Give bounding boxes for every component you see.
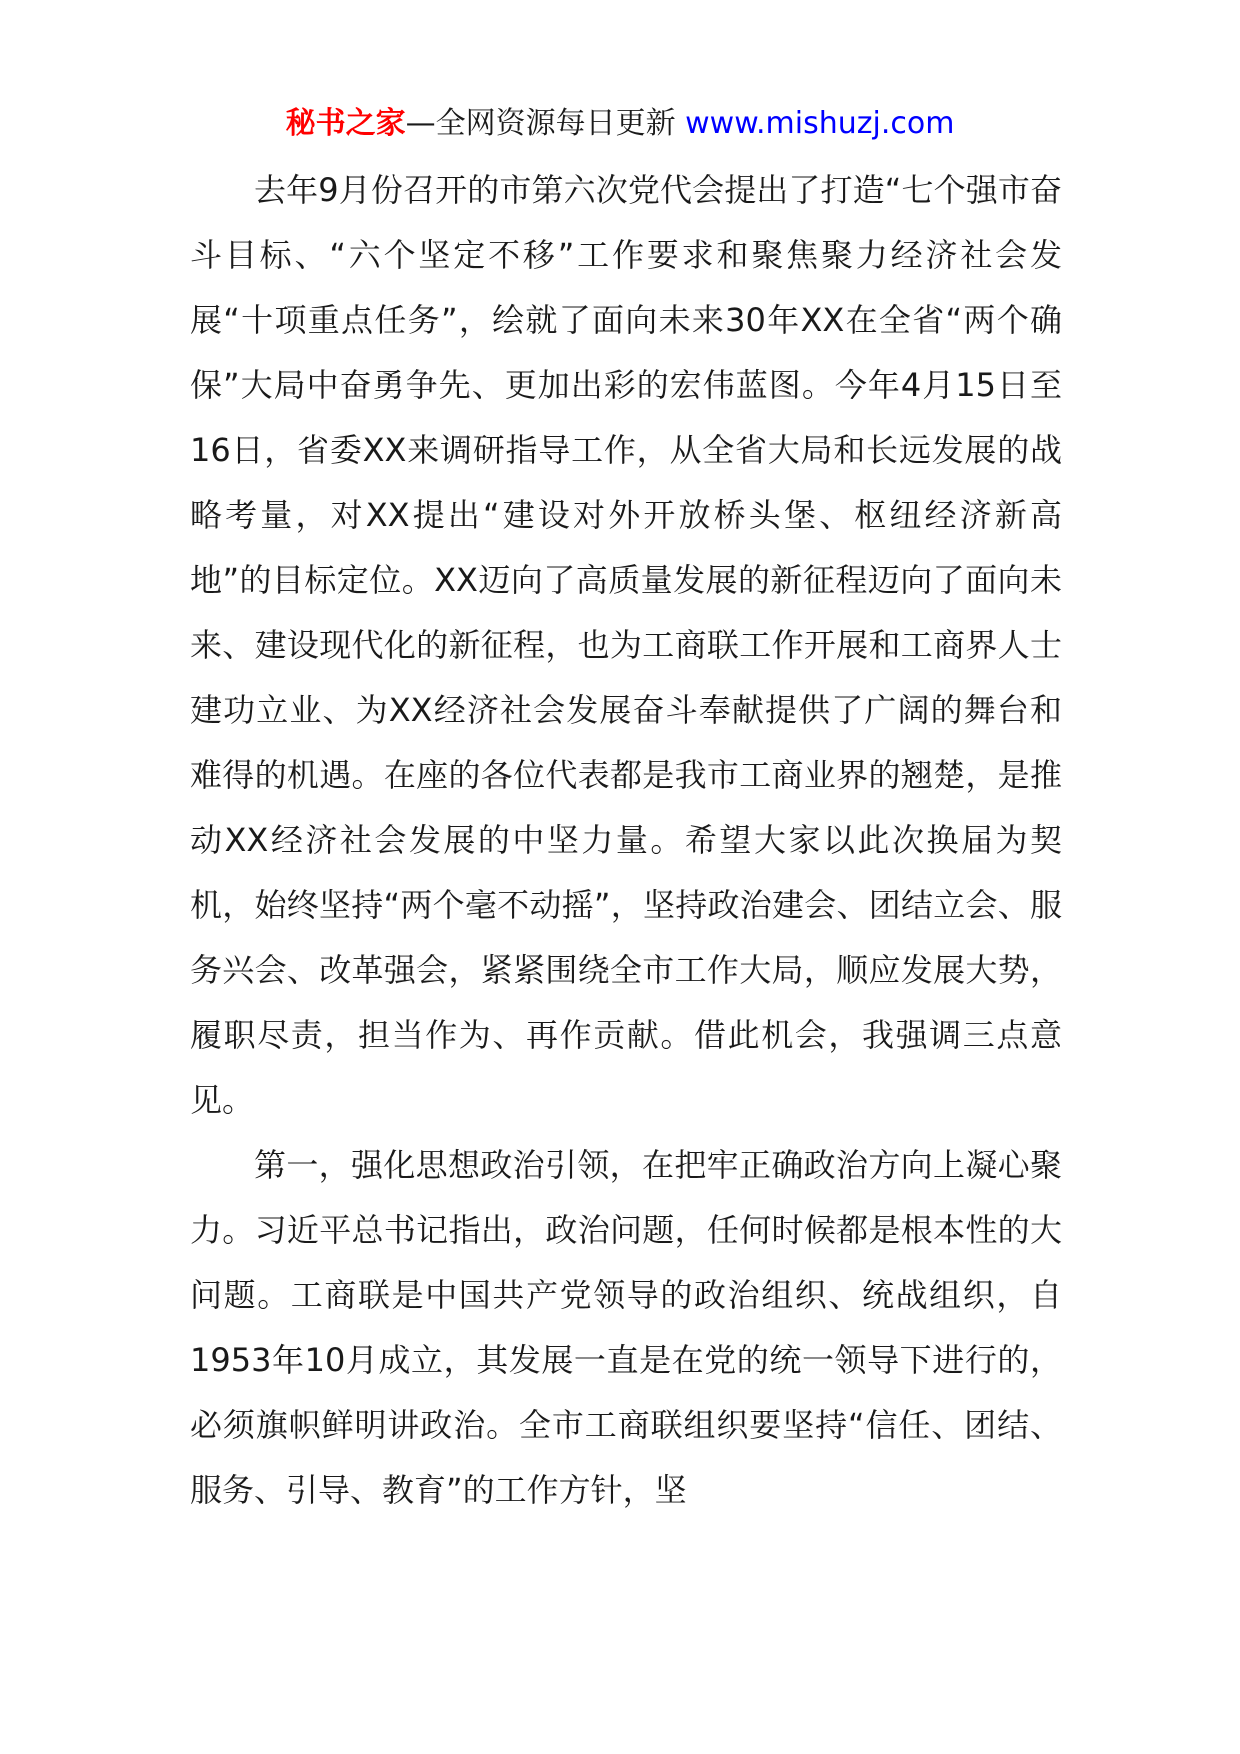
document-body (190, 158, 1062, 1523)
paragraph-1 (190, 158, 1062, 1133)
site-header (0, 100, 1240, 148)
paragraph-1-text: 去年9月份召开的市第六次党代会提出了打造“七个强市奋斗目标、“六个坚定不移”工作要求和聚焦聚力经济社会发展“十项重点任务”，绘就了面向未来30年XX在全省“两个确保”大局中奋勇争先、更加出彩的宏伟蓝图。今年4月15日至16日，省委XX来调研指导工作，从全省大局和长远发展的战略考量，对XX提出“建设对外开放桥头堡、枢纽经济新高地”的目标定位。XX迈向了高质量发展的新征程迈向了面向未来、建设现代化的新征程，也为工商联工作开展和工商界人士建功立业、为XX经济社会发展奋斗奉献提供了广阔的舞台和难得的机遇。在座的各位代表都是我市工商业界的翘楚，是推动XX经济社会发展的中坚力量。希望大家以此次换届为契机，始终坚持“两个毫不动摇”，坚持政治建会、团结立会、服务兴会、改革强会，紧紧围绕全市工作大局，顺应发展大势，履职尽责，担当作为、再作贡献。借此机会，我强调三点意见。 (190, 171, 1062, 1119)
paragraph-2-lead: 第一，强化思想政治引领，在把牢正确政治方向上凝心聚力。 (190, 1146, 1062, 1249)
paragraph-2 (190, 1133, 1062, 1523)
paragraph-2-text: 习近平总书记指出，政治问题，任何时候都是根本性的大问题。工商联是中国共产党领导的政治组织、统战组织，自1953年10月成立，其发展一直是在党的统一领导下进行的，必须旗帜鲜明讲政治。全市工商联组织要坚持“信任、团结、服务、引导、教育”的工作方针，坚 (190, 1211, 1062, 1509)
site-tagline: —全网资源每日更新 (405, 106, 676, 141)
brand-name: 秘书之家 (285, 106, 406, 141)
site-url-link[interactable]: www.mishuzj.com (685, 106, 955, 141)
